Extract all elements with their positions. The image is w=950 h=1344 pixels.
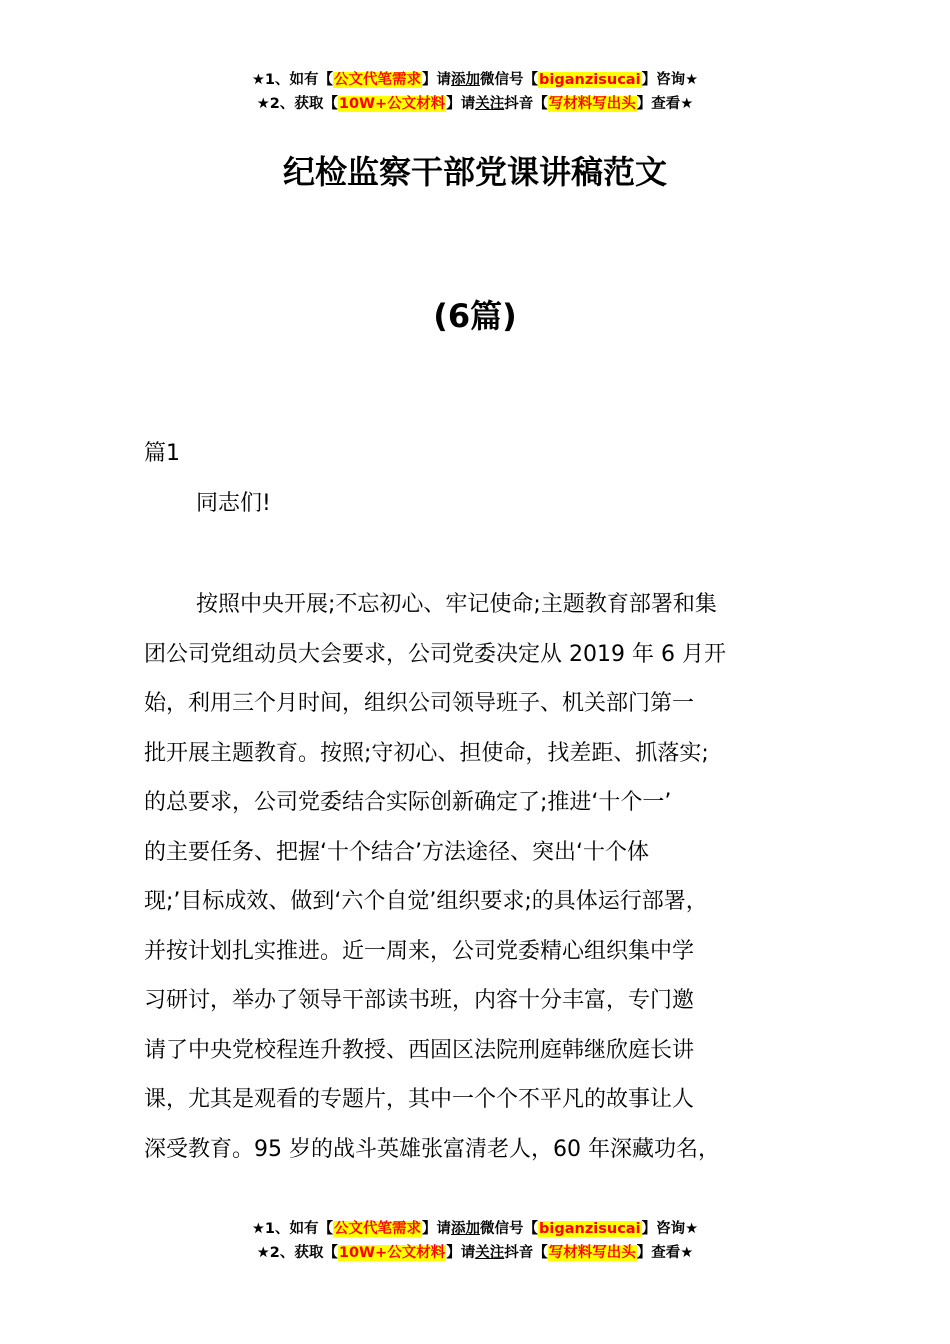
banner-highlight: 10W+公文材料 (338, 1245, 446, 1261)
body-line: 深受教育。95 岁的战斗英雄张富清老人，60 年深藏功名， (144, 1136, 720, 1162)
body-line: 课，尤其是观看的专题片，其中一个个不平凡的故事让人 (144, 1087, 695, 1112)
banner-text: ★1、如有【 (251, 72, 334, 88)
banner-highlight: 公文代笔需求 (334, 1221, 422, 1237)
banner-text: 抖音【 (504, 1245, 548, 1261)
banner-text: 】咨询★ (641, 1221, 699, 1237)
body-line: 的主要任务、把握‘十个结合’方法途径、突出‘十个体 (144, 839, 649, 865)
banner-text: 】咨询★ (641, 72, 699, 88)
banner-text: 】查看★ (636, 1245, 694, 1261)
banner-line-2 (0, 92, 950, 116)
body-line: 批开展主题教育。按照;守初心、担使命，找差距、抓落实; (144, 740, 709, 766)
banner-highlight: biganzisucai (539, 72, 641, 88)
banner-text: ★2、获取【 (256, 96, 338, 112)
body-line: 始，利用三个月时间，组织公司领导班子、机关部门第一 (144, 691, 695, 716)
banner-text: 】请 (422, 1221, 452, 1237)
section-label: 篇1 (144, 441, 180, 466)
header-banner (0, 68, 950, 116)
banner-line-1 (0, 1217, 950, 1241)
banner-underlined-text: 添加 (451, 1221, 481, 1237)
banner-line-2 (0, 1241, 950, 1265)
banner-underlined-text: 关注 (475, 1245, 505, 1261)
banner-text: 微信号【 (480, 72, 539, 88)
banner-text: 抖音【 (504, 96, 548, 112)
body-line: 的总要求，公司党委结合实际创新确定了;推进‘十个一’ (144, 790, 672, 815)
footer-banner (0, 1217, 950, 1265)
banner-highlight: 公文代笔需求 (334, 72, 422, 88)
body-line: 现;’目标成效、做到‘六个自觉’组织要求;的具体运行部署， (144, 889, 708, 914)
banner-highlight: biganzisucai (539, 1221, 641, 1237)
greeting: 同志们! (196, 491, 271, 516)
banner-text: 】请 (446, 96, 476, 112)
document-title: 纪检监察干部党课讲稿范文 (282, 153, 667, 191)
banner-text: 】请 (446, 1245, 476, 1261)
banner-highlight: 10W+公文材料 (338, 96, 446, 112)
banner-text: 微信号【 (480, 1221, 539, 1237)
body-line: 团公司党组动员大会要求，公司党委决定从 2019 年 6 月开 (144, 641, 726, 667)
body-paragraph (144, 585, 824, 1179)
body-line: 并按计划扎实推进。近一周来，公司党委精心组织集中学 (144, 938, 695, 964)
banner-underlined-text: 添加 (451, 72, 481, 88)
body-line: 按照中央开展;不忘初心、牢记使命;主题教育部署和集 (196, 592, 717, 617)
banner-text: 】请 (422, 72, 452, 88)
banner-text: 】查看★ (636, 96, 694, 112)
banner-line-1 (0, 68, 950, 92)
body-line: 习研讨，举办了领导干部读书班，内容十分丰富，专门邀 (144, 988, 695, 1013)
body-line: 请了中央党校程连升教授、西固区法院刑庭韩继欣庭长讲 (144, 1037, 695, 1063)
banner-text: ★2、获取【 (256, 1245, 338, 1261)
document-subtitle: (6篇) (433, 297, 517, 335)
banner-highlight: 写材料写出头 (548, 1245, 636, 1261)
banner-underlined-text: 关注 (475, 96, 505, 112)
banner-highlight: 写材料写出头 (548, 96, 636, 112)
banner-text: ★1、如有【 (251, 1221, 334, 1237)
